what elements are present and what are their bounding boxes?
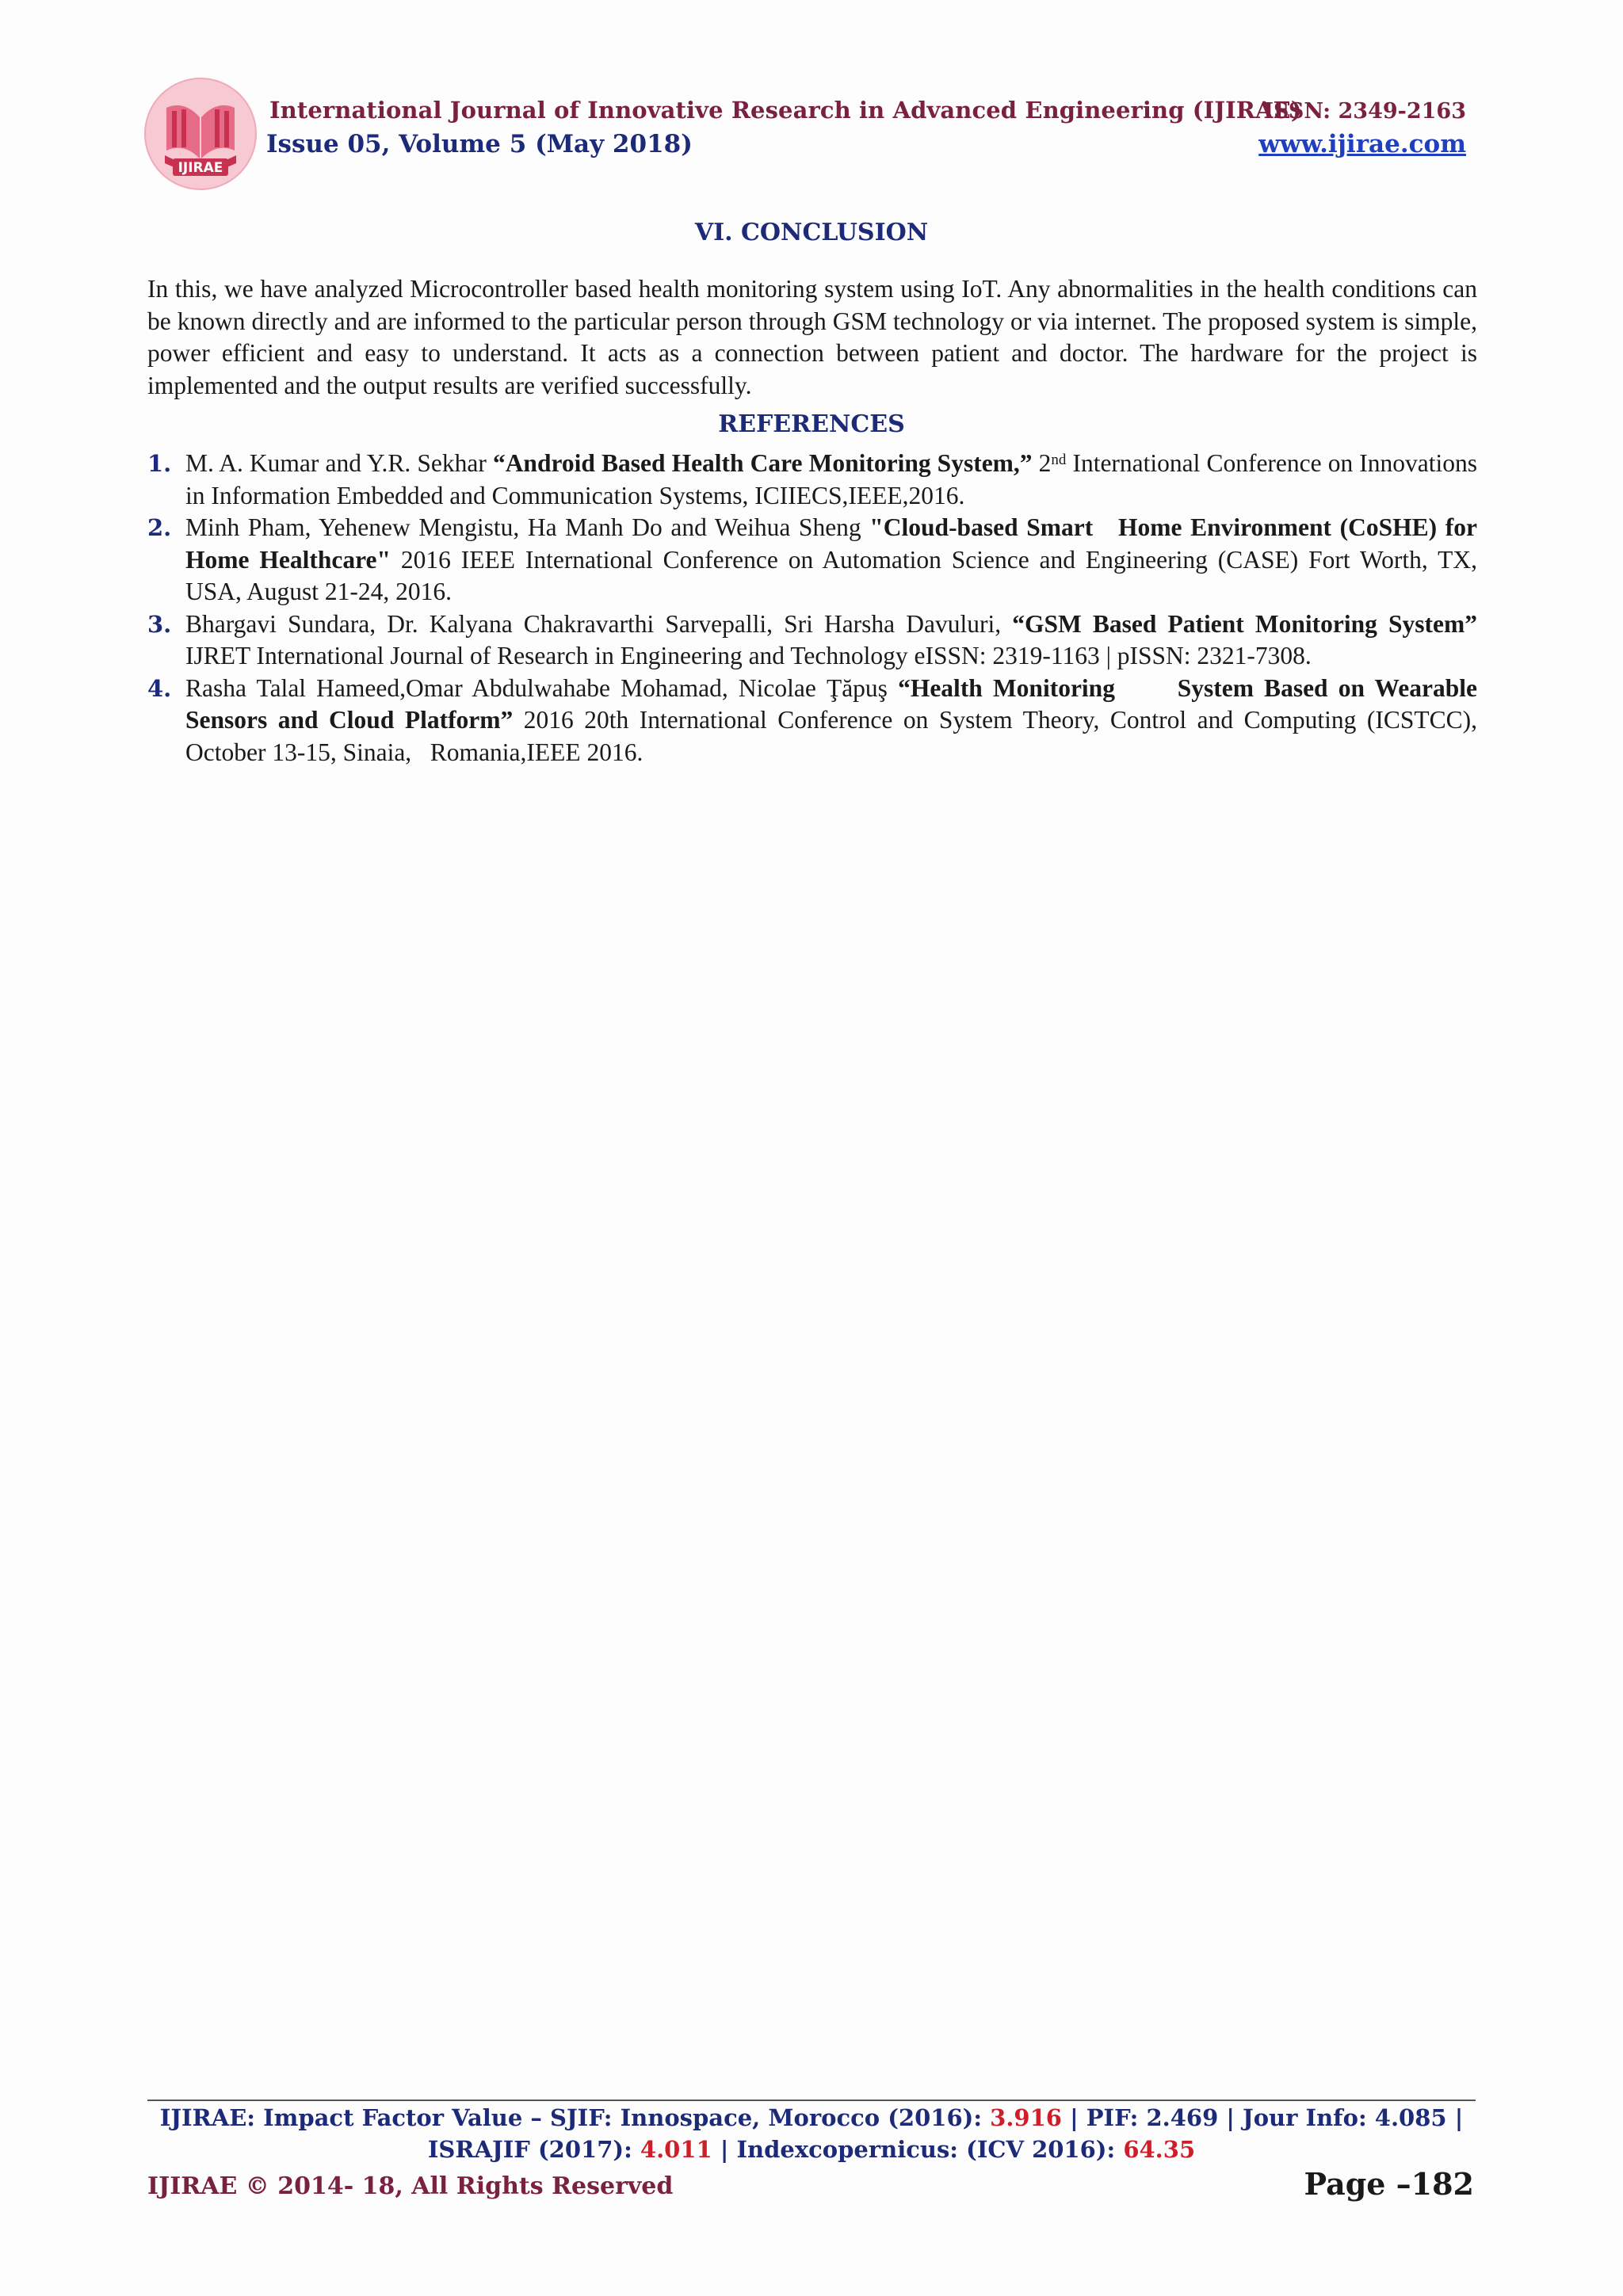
reference-authors: Minh Pham, Yehenew Mengistu, Ha Manh Do and Weihua Sheng — [185, 513, 870, 541]
pif-jourinfo: | PIF: 2.469 | Jour Info: 4.085 | — [1061, 2104, 1464, 2131]
reference-number: 3. — [147, 610, 172, 638]
reference-authors: Bhargavi Sundara, Dr. Kalyana Chakravarthi Sarvepalli, Sri Harsha Davuluri, — [185, 609, 1013, 638]
impact-factor-label: IJIRAE: Impact Factor Value – SJIF: Innospace, Morocco (2016): — [159, 2104, 991, 2131]
reference-item — [147, 608, 1477, 673]
reference-details: 2016 IEEE International Conference on Automation Science and Engineering (CASE) Fort Worth, TX, USA, August 21-24, 2016. — [185, 545, 1477, 605]
reference-item — [147, 673, 1484, 769]
reference-superscript: nd — [1051, 452, 1067, 468]
reference-number: 1. — [147, 450, 172, 477]
issn: ISSN: 2349-2163 — [1263, 99, 1466, 124]
conclusion-text: In this, we have analyzed Microcontroller based health monitoring system using IoT. Any abnormalities in the health conditions can be known directly and are informed to the particular person through GSM technology or via internet. The proposed system is simple, power efficient and easy to understand. It acts as a connection between patient and doctor. The hardware for the project is implemented and the output results are verified successfully. — [147, 275, 1477, 399]
reference-authors: Rasha Talal Hameed,Omar Abdulwahabe Mohamad, Nicolae Ţăpuş — [185, 673, 899, 702]
footer-divider — [147, 2100, 1476, 2101]
ijirae-logo — [143, 76, 258, 192]
reference-item — [147, 512, 1484, 608]
reference-title: “Android Based Health Care Monitoring System,” — [492, 449, 1033, 477]
reference-details: 2016 20th International Conference on System Theory, Control and Computing (ICSTCC), October 13-15, Sinaia, Romania,IEEE 2016. — [185, 706, 1484, 766]
sjif-value: 3.916 — [990, 2104, 1062, 2131]
reference-title: “Health Monitoring System Based on Wearable Sensors and Cloud Platform” — [185, 673, 1484, 734]
copyright: IJIRAE © 2014- 18, All Rights Reserved — [147, 2172, 674, 2200]
issue-volume: Issue 05, Volume 5 (May 2018) — [266, 130, 693, 158]
website-link[interactable]: www.ijirae.com — [1258, 130, 1466, 158]
conclusion-heading: VI. CONCLUSION — [694, 219, 929, 246]
reference-number: 4. — [147, 674, 172, 702]
reference-title: "Cloud-based Smart Home Environment (CoSHE) for Home Healthcare" — [185, 513, 1484, 574]
israjif-label: ISRAJIF (2017): — [427, 2136, 640, 2163]
references-heading: REFERENCES — [718, 410, 905, 438]
israjif-value: 4.011 — [640, 2136, 712, 2163]
impact-factor-line-2 — [0, 2136, 1623, 2163]
icv-label: | Indexcopernicus: (ICV 2016): — [712, 2136, 1124, 2163]
reference-edition: 2 — [1032, 449, 1052, 477]
impact-factor-line-1 — [0, 2104, 1623, 2131]
references-list — [147, 448, 1484, 769]
reference-item — [147, 448, 1477, 512]
reference-details: International Conference on Innovations in Information Embedded and Communication Systems, ICIIECS,IEEE,2016. — [185, 449, 1478, 509]
reference-number: 2. — [147, 514, 172, 541]
journal-title: International Journal of Innovative Research in Advanced Engineering (IJIRAE) — [269, 97, 1302, 124]
logo-text: IJIRAE — [178, 160, 223, 176]
reference-authors: M. A. Kumar and Y.R. Sekhar — [185, 449, 493, 477]
reference-title: “GSM Based Patient Monitoring System” — [1012, 609, 1477, 638]
page-number: Page –182 — [1304, 2166, 1474, 2202]
icv-value: 64.35 — [1123, 2136, 1196, 2163]
reference-details: IJRET International Journal of Research in Engineering and Technology eISSN: 2319-1163 | pISSN: 2321-7308. — [185, 642, 1312, 669]
